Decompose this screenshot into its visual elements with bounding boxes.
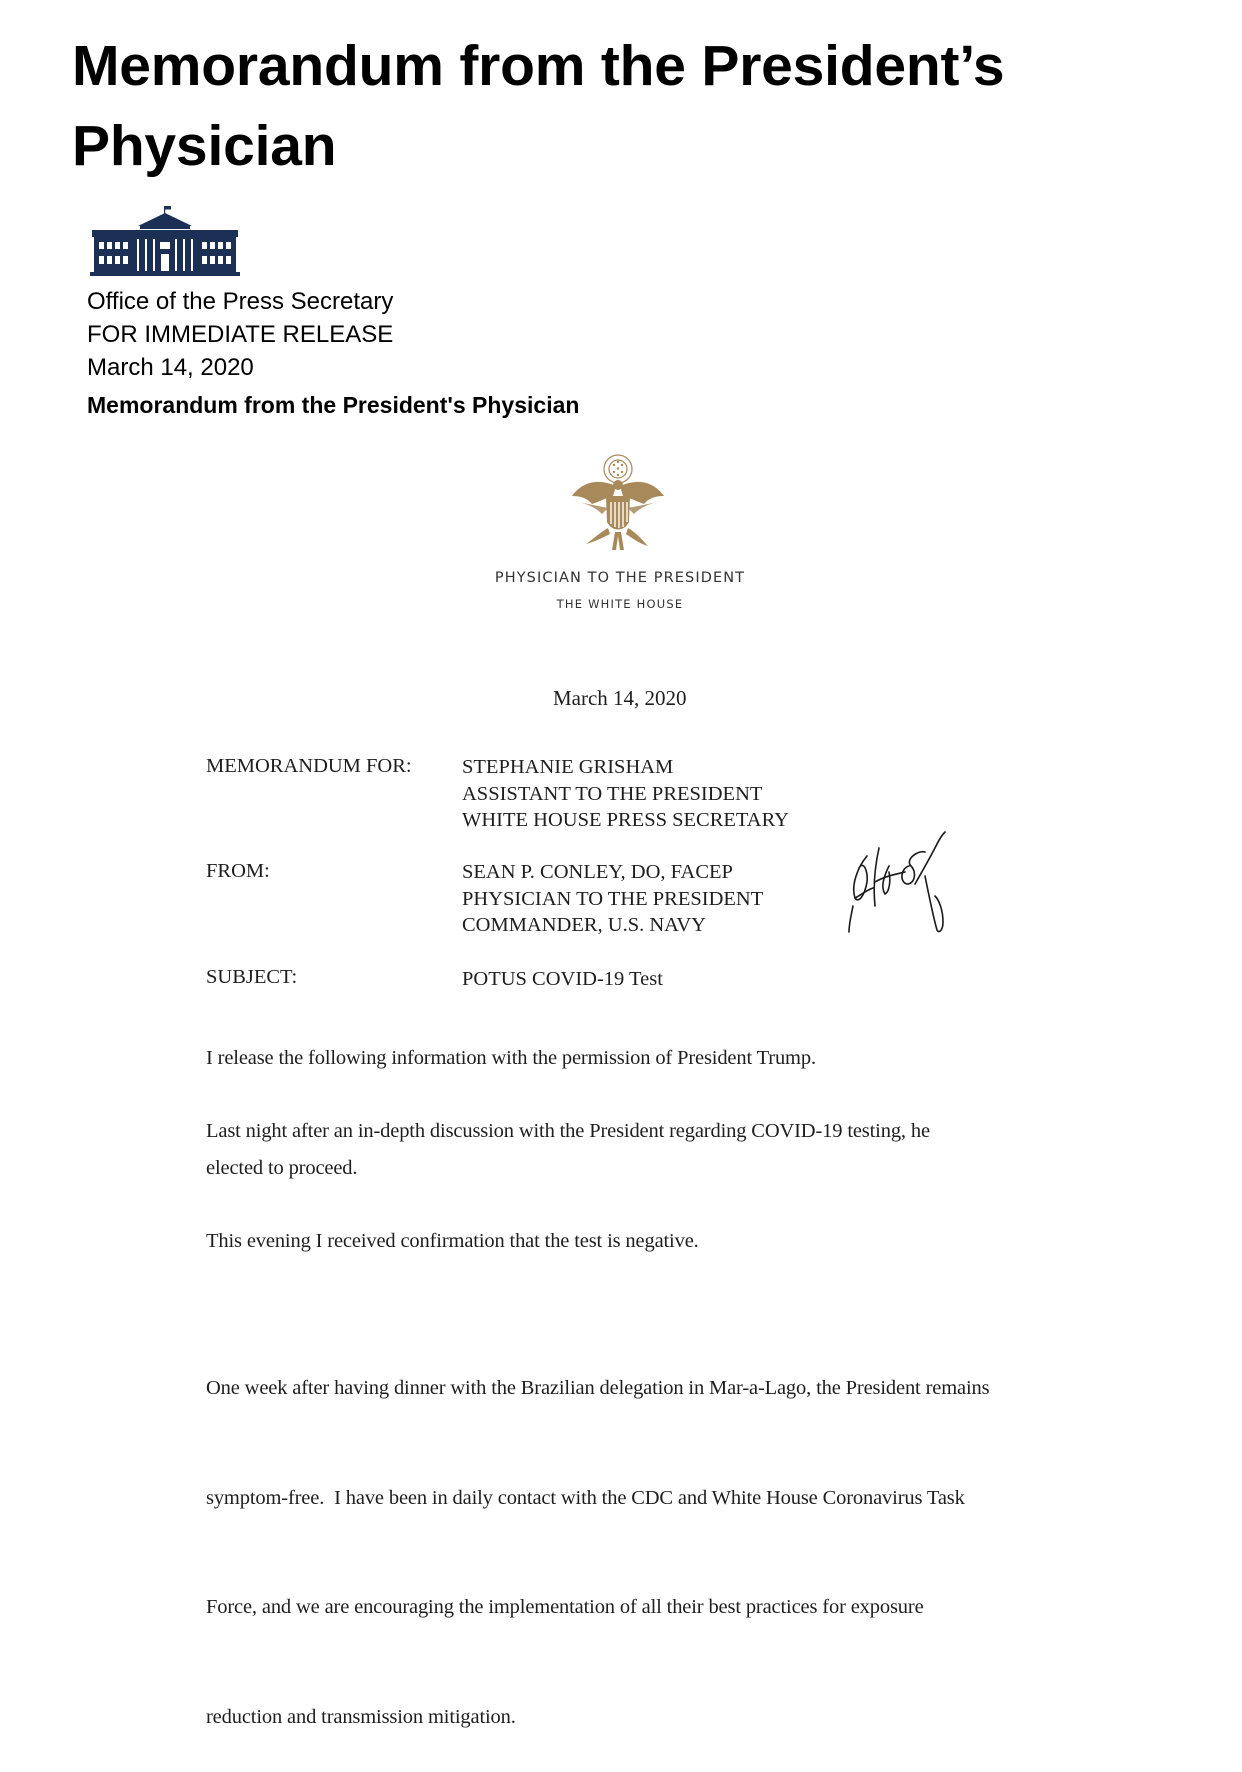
- press-office-line: Office of the Press Secretary: [87, 288, 394, 315]
- sender-rank: COMMANDER, U.S. NAVY: [462, 914, 706, 936]
- paragraph-line: Force, and we are encouraging the implementation of all their best practices for exposure: [206, 1596, 924, 1618]
- paragraph-line: reduction and transmission mitigation.: [206, 1705, 516, 1728]
- page-title: Memorandum from the President’s Physician: [72, 34, 1005, 178]
- memorandum-for-recipient: [462, 754, 789, 834]
- presidential-seal-icon: [568, 452, 668, 556]
- recipient-office: WHITE HOUSE PRESS SECRETARY: [462, 809, 789, 831]
- letterhead-subtitle: THE WHITE HOUSE: [556, 597, 684, 611]
- memo-paragraph: [206, 1297, 989, 1772]
- memo-date: March 14, 2020: [553, 686, 687, 710]
- release-status-line: FOR IMMEDIATE RELEASE: [87, 321, 394, 348]
- memo-paragraph: [206, 1040, 816, 1077]
- memorandum-for-label: MEMORANDUM FOR:: [206, 755, 412, 777]
- paragraph-line: One week after having dinner with the Brazilian delegation in Mar-a-Lago, the President remains: [206, 1377, 990, 1399]
- recipient-name: STEPHANIE GRISHAM: [462, 756, 674, 778]
- paragraph-line: Last night after an in-depth discussion with the President regarding COVID-19 testing, he: [206, 1120, 930, 1142]
- paragraph-line: symptom-free. I have been in daily contact with the CDC and White House Coronavirus Task: [206, 1486, 965, 1509]
- handwritten-signature-icon: [845, 826, 963, 938]
- release-heading: Memorandum from the President's Physician: [87, 392, 580, 418]
- sender-title: PHYSICIAN TO THE PRESIDENT: [462, 887, 764, 910]
- subject-value: POTUS COVID-19 Test: [462, 968, 663, 990]
- press-release-info: [87, 285, 393, 384]
- sender-name: SEAN P. CONLEY, DO, FACEP: [462, 861, 733, 883]
- white-house-icon: [90, 206, 240, 278]
- subject-label: SUBJECT:: [206, 966, 298, 988]
- letterhead-title: PHYSICIAN TO THE PRESIDENT: [494, 570, 746, 586]
- memo-paragraph: [206, 1223, 699, 1260]
- from-sender: [462, 859, 763, 939]
- paragraph-line: This evening I received confirmation that the test is negative.: [206, 1230, 699, 1252]
- recipient-title: ASSISTANT TO THE PRESIDENT: [462, 782, 763, 805]
- from-label: FROM:: [206, 860, 270, 882]
- release-date-line: March 14, 2020: [87, 354, 254, 381]
- memo-paragraph: [206, 1113, 930, 1186]
- paragraph-line: elected to proceed.: [206, 1156, 358, 1179]
- paragraph-line: I release the following information with the permission of President Trump.: [206, 1047, 816, 1069]
